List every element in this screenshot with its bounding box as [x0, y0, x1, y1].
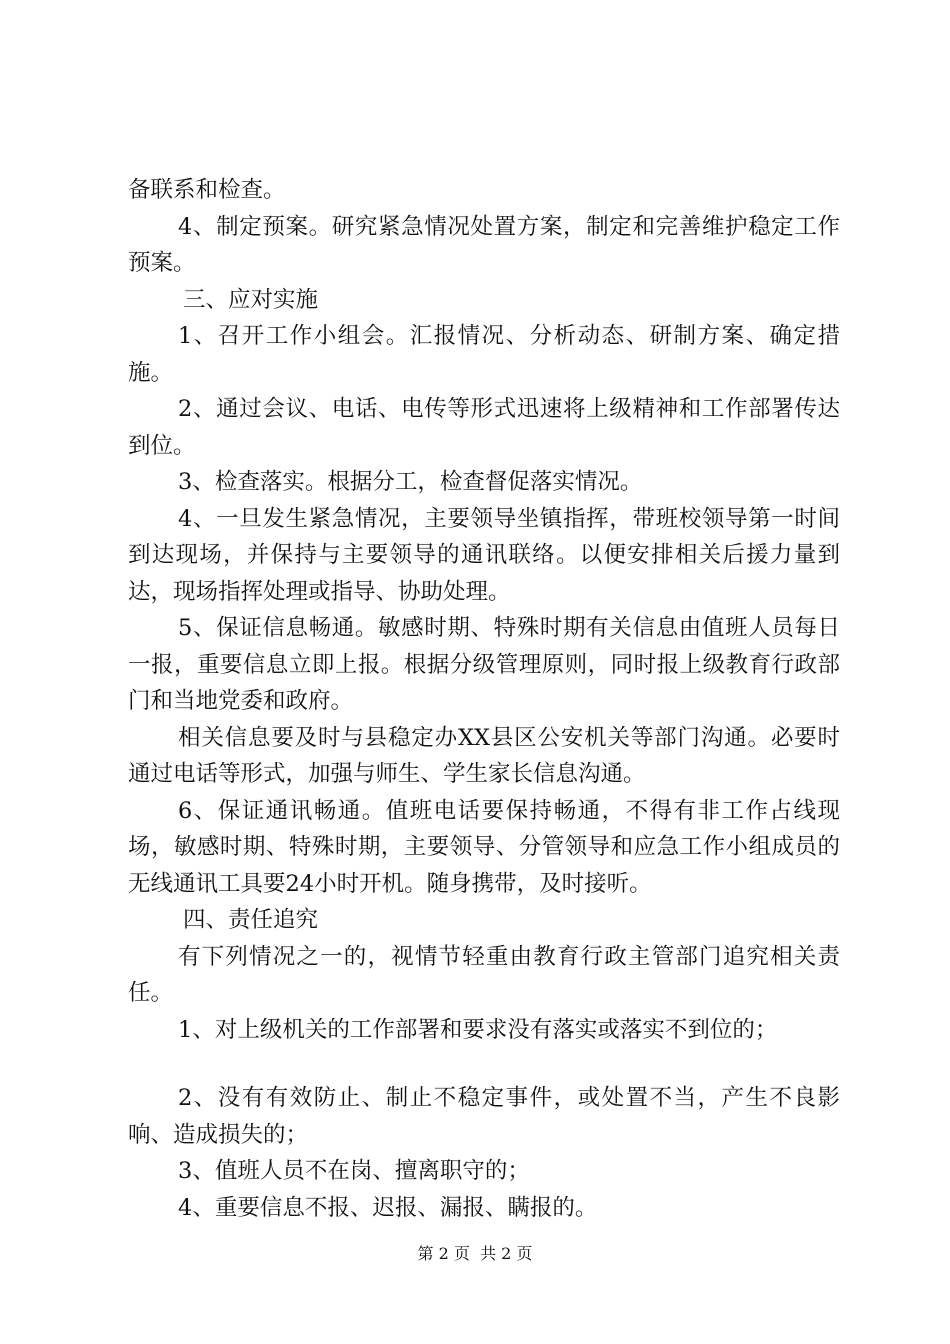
paragraph-inspect: 3、检查落实。根据分工，检查督促落实情况。: [178, 469, 643, 495]
list-item-accountability-1: 1、对上级机关的工作部署和要求没有落实或落实不到位的；: [178, 1016, 778, 1043]
paragraph-accountability-intro: 有下列情况之一的，视情节轻重由教育行政主管部门追究相关责任。: [128, 943, 840, 1006]
section-heading-implementation: 三、应对实施: [183, 286, 319, 313]
paragraph-emergency: 4、一旦发生紧急情况，主要领导坐镇指挥，带班校领导第一时间到达现场，并保持与主要领导的通讯联络。以便安排相关后援力量到达，现场指挥处理或指导、协助处理。: [128, 505, 840, 605]
paragraph-prepare-plan: 4、制定预案。研究紧急情况处置方案，制定和完善维护稳定工作预案。: [128, 213, 840, 276]
paragraph-communication-tools: 6、保证通讯畅通。值班电话要保持畅通，不得有非工作占线现场，敏感时期、特殊时期，主要领导、分管领导和应急工作小组成员的无线通讯工具要24小时开机。随身携带，及时接听。: [128, 797, 840, 897]
paragraph-information-flow: 5、保证信息畅通。敏感时期、特殊时期有关信息由值班人员每日一报，重要信息立即上报。根据分级管理原则，同时报上级教育行政部门和当地党委和政府。: [128, 615, 840, 714]
page-footer: [0, 1244, 950, 1264]
list-item-accountability-4: 4、重要信息不报、迟报、漏报、瞒报的。: [178, 1194, 598, 1221]
paragraph-coordination: 相关信息要及时与县稳定办XX县区公安机关等部门沟通。必要时通过电话等形式，加强与师生、学生家长信息沟通。: [128, 724, 840, 787]
paragraph-communicate: 2、通过会议、电话、电传等形式迅速将上级精神和工作部署传达到位。: [128, 396, 840, 459]
section-heading-accountability: 四、责任追究: [183, 907, 319, 933]
page-number-label: 第 2 页 共 2 页: [417, 1244, 533, 1263]
document-body: [128, 172, 840, 1226]
list-item-accountability-2: 2、没有有效防止、制止不稳定事件，或处置不当，产生不良影响、造成损失的；: [128, 1085, 840, 1148]
list-item-accountability-3: 3、值班人员不在岗、擅离职守的；: [178, 1158, 530, 1184]
paragraph-meeting: 1、召开工作小组会。汇报情况、分析动态、研制方案、确定措施。: [128, 323, 840, 386]
paragraph-continuation: 备联系和检查。: [128, 177, 286, 203]
